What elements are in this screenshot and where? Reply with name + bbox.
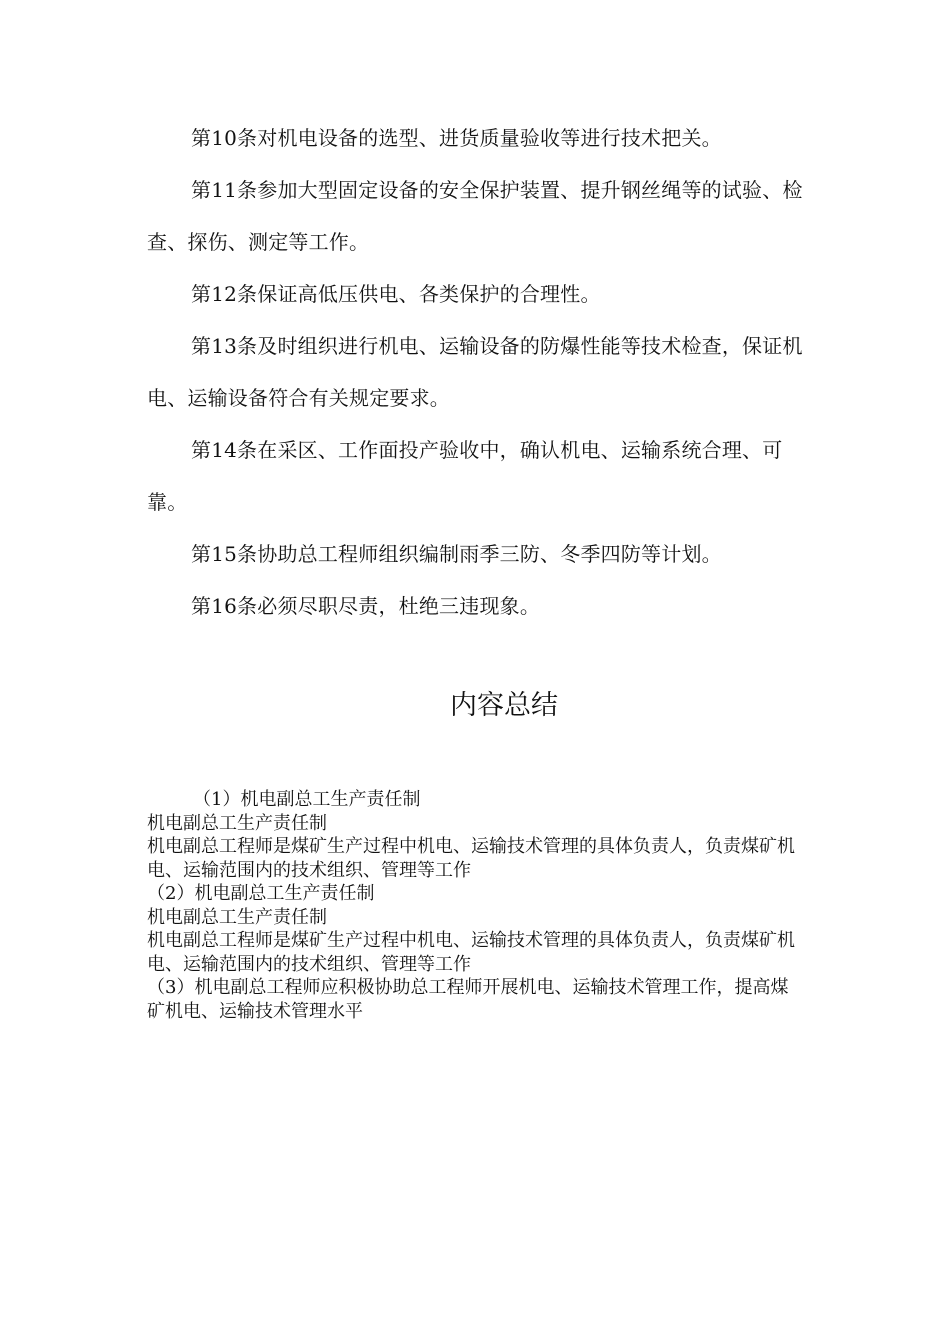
summary-line: 机电副总工程师是煤矿生产过程中机电、运输技术管理的具体负责人，负责煤矿机电、运输范围内的技术组织、管理等工作 (147, 930, 795, 975)
article-15: 第15条协助总工程师组织编制雨季三防、冬季四防等计划。 (191, 542, 722, 566)
summary-title: 内容总结 (450, 690, 558, 721)
articles-section (147, 112, 807, 632)
article-16: 第16条必须尽职尽责，杜绝三违现象。 (191, 594, 541, 618)
summary-line: （1）机电副总工生产责任制 (193, 789, 421, 810)
summary-section (147, 788, 797, 1023)
article-11: 第11条参加大型固定设备的安全保护装置、提升钢丝绳等的试验、检查、探伤、测定等工作。 (147, 178, 803, 254)
article-13: 第13条及时组织进行机电、运输设备的防爆性能等技术检查，保证机电、运输设备符合有关规定要求。 (147, 334, 803, 410)
summary-line: 机电副总工生产责任制 (147, 812, 327, 834)
article-12: 第12条保证高低压供电、各类保护的合理性。 (191, 282, 601, 306)
article-14: 第14条在采区、工作面投产验收中，确认机电、运输系统合理、可靠。 (147, 438, 783, 514)
summary-line: （2）机电副总工生产责任制 (147, 883, 375, 904)
summary-line: （3）机电副总工程师应积极协助总工程师开展机电、运输技术管理工作，提高煤矿机电、运输技术管理水平 (147, 977, 789, 1022)
summary-line: 机电副总工程师是煤矿生产过程中机电、运输技术管理的具体负责人，负责煤矿机电、运输范围内的技术组织、管理等工作 (147, 836, 795, 881)
summary-line: 机电副总工生产责任制 (147, 906, 327, 928)
article-10: 第10条对机电设备的选型、进货质量验收等进行技术把关。 (191, 126, 722, 150)
